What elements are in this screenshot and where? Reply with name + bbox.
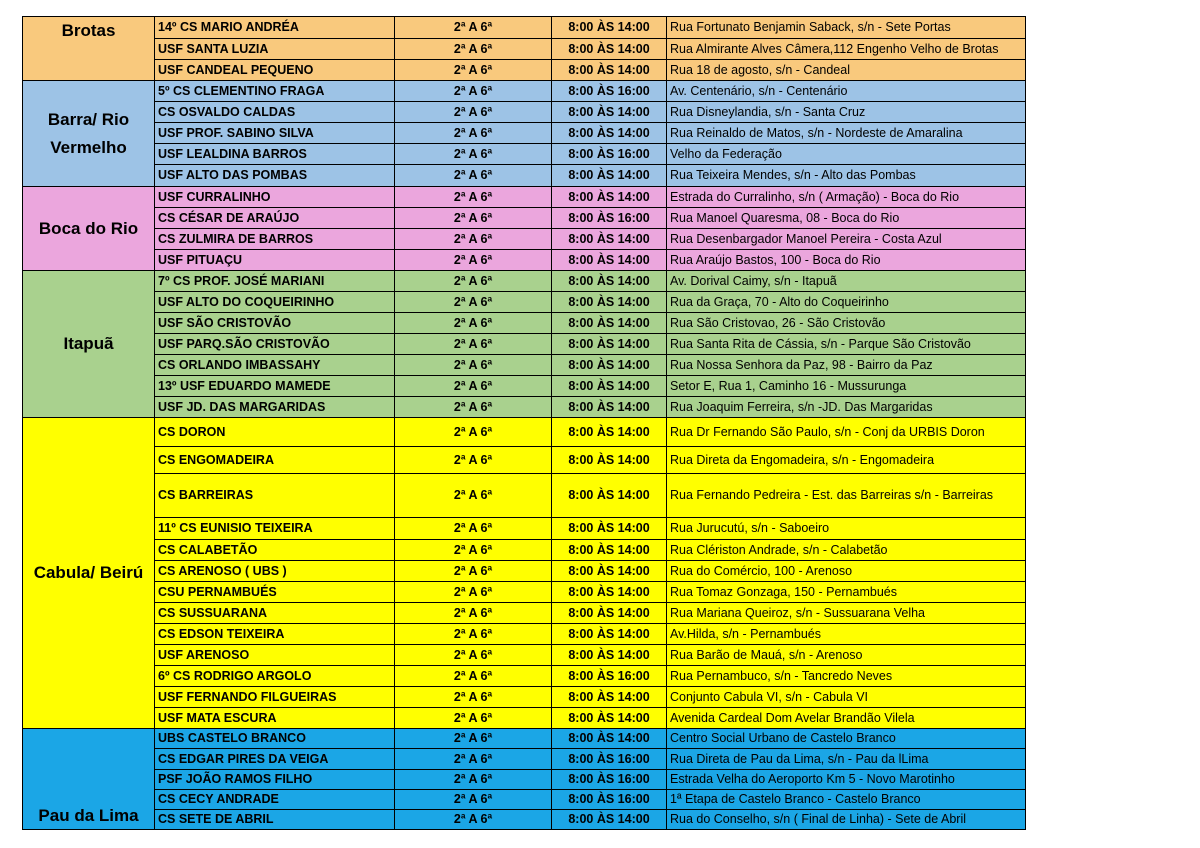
unit-name-cell: 11º CS EUNISIO TEIXEIRA (155, 518, 395, 540)
unit-name-cell: USF JD. DAS MARGARIDAS (155, 397, 395, 418)
table-row (23, 292, 1026, 313)
unit-name-cell: 5º CS CLEMENTINO FRAGA (155, 81, 395, 102)
region-label: Cabula/ Beirú (23, 418, 155, 729)
unit-name-cell: CS CECY ANDRADE (155, 790, 395, 810)
hours-cell: 8:00 ÀS 14:00 (552, 271, 667, 292)
unit-name-cell: USF SÃO CRISTOVÃO (155, 313, 395, 334)
address-cell: Av.Hilda, s/n - Pernambués (667, 624, 1026, 645)
address-cell: Rua Santa Rita de Cássia, s/n - Parque São Cristovão (667, 334, 1026, 355)
table-row (23, 645, 1026, 666)
table-row (23, 708, 1026, 729)
hours-cell: 8:00 ÀS 14:00 (552, 708, 667, 729)
days-cell: 2ª A 6ª (395, 39, 552, 60)
table-row (23, 810, 1026, 830)
unit-name-cell: CS ARENOSO ( UBS ) (155, 561, 395, 582)
address-cell: Rua do Conselho, s/n ( Final de Linha) - Sete de Abril (667, 810, 1026, 830)
unit-name-cell: CS CALABETÃO (155, 540, 395, 561)
unit-name-cell: CS OSVALDO CALDAS (155, 102, 395, 123)
days-cell: 2ª A 6ª (395, 603, 552, 624)
health-units-table (22, 16, 1026, 830)
days-cell: 2ª A 6ª (395, 165, 552, 187)
address-cell: Rua do Comércio, 100 - Arenoso (667, 561, 1026, 582)
days-cell: 2ª A 6ª (395, 376, 552, 397)
days-cell: 2ª A 6ª (395, 729, 552, 749)
address-cell: Rua Fortunato Benjamin Saback, s/n - Sete Portas (667, 17, 1026, 39)
unit-name-cell: 14º CS MARIO ANDRÉA (155, 17, 395, 39)
table-row (23, 518, 1026, 540)
days-cell: 2ª A 6ª (395, 645, 552, 666)
address-cell: Rua Joaquim Ferreira, s/n -JD. Das Margaridas (667, 397, 1026, 418)
days-cell: 2ª A 6ª (395, 708, 552, 729)
days-cell: 2ª A 6ª (395, 624, 552, 645)
address-cell: Setor E, Rua 1, Caminho 16 - Mussurunga (667, 376, 1026, 397)
address-cell: Rua Dr Fernando São Paulo, s/n - Conj da URBIS Doron (667, 418, 1026, 447)
table-row (23, 229, 1026, 250)
region-label: Brotas (23, 17, 155, 81)
hours-cell: 8:00 ÀS 16:00 (552, 666, 667, 687)
unit-name-cell: USF SANTA LUZIA (155, 39, 395, 60)
days-cell: 2ª A 6ª (395, 81, 552, 102)
table-row (23, 729, 1026, 749)
address-cell: Rua 18 de agosto, s/n - Candeal (667, 60, 1026, 81)
table-row (23, 687, 1026, 708)
address-cell: Avenida Cardeal Dom Avelar Brandão Vilela (667, 708, 1026, 729)
hours-cell: 8:00 ÀS 16:00 (552, 144, 667, 165)
days-cell: 2ª A 6ª (395, 250, 552, 271)
unit-name-cell: CS SETE DE ABRIL (155, 810, 395, 830)
address-cell: Rua Nossa Senhora da Paz, 98 - Bairro da Paz (667, 355, 1026, 376)
hours-cell: 8:00 ÀS 16:00 (552, 208, 667, 229)
hours-cell: 8:00 ÀS 14:00 (552, 292, 667, 313)
days-cell: 2ª A 6ª (395, 229, 552, 250)
address-cell: Rua Direta de Pau da Lima, s/n - Pau da lLima (667, 749, 1026, 770)
table-row (23, 790, 1026, 810)
table-row (23, 334, 1026, 355)
address-cell: Rua Teixeira Mendes, s/n - Alto das Pombas (667, 165, 1026, 187)
region-label: Itapuã (23, 271, 155, 418)
table-row (23, 666, 1026, 687)
unit-name-cell: 13º USF EDUARDO MAMEDE (155, 376, 395, 397)
address-cell: Rua Clériston Andrade, s/n - Calabetão (667, 540, 1026, 561)
table-row (23, 17, 1026, 39)
hours-cell: 8:00 ÀS 14:00 (552, 603, 667, 624)
unit-name-cell: USF FERNANDO FILGUEIRAS (155, 687, 395, 708)
table-row (23, 561, 1026, 582)
days-cell: 2ª A 6ª (395, 60, 552, 81)
days-cell: 2ª A 6ª (395, 102, 552, 123)
hours-cell: 8:00 ÀS 14:00 (552, 418, 667, 447)
table-row (23, 81, 1026, 102)
hours-cell: 8:00 ÀS 14:00 (552, 229, 667, 250)
address-cell: Av. Centenário, s/n - Centenário (667, 81, 1026, 102)
hours-cell: 8:00 ÀS 14:00 (552, 624, 667, 645)
table-row (23, 123, 1026, 144)
days-cell: 2ª A 6ª (395, 187, 552, 208)
table-row (23, 749, 1026, 770)
days-cell: 2ª A 6ª (395, 123, 552, 144)
days-cell: 2ª A 6ª (395, 582, 552, 603)
table-row (23, 474, 1026, 518)
unit-name-cell: USF ALTO DAS POMBAS (155, 165, 395, 187)
hours-cell: 8:00 ÀS 14:00 (552, 540, 667, 561)
table-row (23, 313, 1026, 334)
hours-cell: 8:00 ÀS 14:00 (552, 810, 667, 830)
unit-name-cell: USF CANDEAL PEQUENO (155, 60, 395, 81)
unit-name-cell: 7º CS PROF. JOSÉ MARIANI (155, 271, 395, 292)
table-row (23, 582, 1026, 603)
table-row (23, 540, 1026, 561)
hours-cell: 8:00 ÀS 14:00 (552, 334, 667, 355)
region-label: Pau da Lima (23, 729, 155, 830)
unit-name-cell: CS ORLANDO IMBASSAHY (155, 355, 395, 376)
hours-cell: 8:00 ÀS 14:00 (552, 397, 667, 418)
days-cell: 2ª A 6ª (395, 474, 552, 518)
unit-name-cell: USF PROF. SABINO SILVA (155, 123, 395, 144)
days-cell: 2ª A 6ª (395, 540, 552, 561)
table-row (23, 39, 1026, 60)
table-row (23, 208, 1026, 229)
unit-name-cell: USF PITUAÇU (155, 250, 395, 271)
table-row (23, 187, 1026, 208)
table-row (23, 624, 1026, 645)
hours-cell: 8:00 ÀS 14:00 (552, 187, 667, 208)
unit-name-cell: CS EDSON TEIXEIRA (155, 624, 395, 645)
table-row (23, 418, 1026, 447)
table-row (23, 60, 1026, 81)
address-cell: Estrada do Curralinho, s/n ( Armação) - Boca do Rio (667, 187, 1026, 208)
address-cell: Conjunto Cabula VI, s/n - Cabula VI (667, 687, 1026, 708)
table-row (23, 376, 1026, 397)
days-cell: 2ª A 6ª (395, 447, 552, 474)
days-cell: 2ª A 6ª (395, 561, 552, 582)
hours-cell: 8:00 ÀS 14:00 (552, 250, 667, 271)
days-cell: 2ª A 6ª (395, 810, 552, 830)
hours-cell: 8:00 ÀS 14:00 (552, 355, 667, 376)
address-cell: Rua Mariana Queiroz, s/n - Sussuarana Velha (667, 603, 1026, 624)
days-cell: 2ª A 6ª (395, 17, 552, 39)
unit-name-cell: CSU PERNAMBUÉS (155, 582, 395, 603)
hours-cell: 8:00 ÀS 14:00 (552, 474, 667, 518)
table-row (23, 447, 1026, 474)
table-row (23, 144, 1026, 165)
address-cell: Rua Araújo Bastos, 100 - Boca do Rio (667, 250, 1026, 271)
hours-cell: 8:00 ÀS 14:00 (552, 313, 667, 334)
days-cell: 2ª A 6ª (395, 355, 552, 376)
hours-cell: 8:00 ÀS 16:00 (552, 790, 667, 810)
days-cell: 2ª A 6ª (395, 687, 552, 708)
hours-cell: 8:00 ÀS 14:00 (552, 17, 667, 39)
table-row (23, 102, 1026, 123)
days-cell: 2ª A 6ª (395, 666, 552, 687)
unit-name-cell: CS EDGAR PIRES DA VEIGA (155, 749, 395, 770)
days-cell: 2ª A 6ª (395, 790, 552, 810)
region-label: Boca do Rio (23, 187, 155, 271)
unit-name-cell: USF LEALDINA BARROS (155, 144, 395, 165)
hours-cell: 8:00 ÀS 14:00 (552, 645, 667, 666)
unit-name-cell: CS CÉSAR DE ARAÚJO (155, 208, 395, 229)
hours-cell: 8:00 ÀS 14:00 (552, 729, 667, 749)
unit-name-cell: USF ALTO DO COQUEIRINHO (155, 292, 395, 313)
address-cell: Velho da Federação (667, 144, 1026, 165)
address-cell: Rua Barão de Mauá, s/n - Arenoso (667, 645, 1026, 666)
days-cell: 2ª A 6ª (395, 313, 552, 334)
days-cell: 2ª A 6ª (395, 208, 552, 229)
table-body (23, 17, 1026, 830)
days-cell: 2ª A 6ª (395, 334, 552, 355)
address-cell: Estrada Velha do Aeroporto Km 5 - Novo Marotinho (667, 770, 1026, 790)
days-cell: 2ª A 6ª (395, 749, 552, 770)
unit-name-cell: CS DORON (155, 418, 395, 447)
address-cell: Rua São Cristovao, 26 - São Cristovão (667, 313, 1026, 334)
days-cell: 2ª A 6ª (395, 292, 552, 313)
address-cell: Centro Social Urbano de Castelo Branco (667, 729, 1026, 749)
address-cell: Rua Almirante Alves Câmera,112 Engenho Velho de Brotas (667, 39, 1026, 60)
address-cell: Rua Direta da Engomadeira, s/n - Engomadeira (667, 447, 1026, 474)
hours-cell: 8:00 ÀS 14:00 (552, 102, 667, 123)
hours-cell: 8:00 ÀS 14:00 (552, 39, 667, 60)
address-cell: Rua Fernando Pedreira - Est. das Barreiras s/n - Barreiras (667, 474, 1026, 518)
hours-cell: 8:00 ÀS 16:00 (552, 770, 667, 790)
unit-name-cell: USF PARQ.SÃO CRISTOVÃO (155, 334, 395, 355)
address-cell: Rua Reinaldo de Matos, s/n - Nordeste de Amaralina (667, 123, 1026, 144)
table-row (23, 250, 1026, 271)
days-cell: 2ª A 6ª (395, 770, 552, 790)
hours-cell: 8:00 ÀS 14:00 (552, 687, 667, 708)
unit-name-cell: PSF JOÃO RAMOS FILHO (155, 770, 395, 790)
address-cell: Rua Desenbargador Manoel Pereira - Costa Azul (667, 229, 1026, 250)
hours-cell: 8:00 ÀS 14:00 (552, 165, 667, 187)
hours-cell: 8:00 ÀS 14:00 (552, 561, 667, 582)
hours-cell: 8:00 ÀS 16:00 (552, 81, 667, 102)
hours-cell: 8:00 ÀS 16:00 (552, 749, 667, 770)
hours-cell: 8:00 ÀS 14:00 (552, 518, 667, 540)
hours-cell: 8:00 ÀS 14:00 (552, 582, 667, 603)
unit-name-cell: CS ENGOMADEIRA (155, 447, 395, 474)
hours-cell: 8:00 ÀS 14:00 (552, 60, 667, 81)
table-row (23, 355, 1026, 376)
region-label: Barra/ Rio Vermelho (23, 81, 155, 187)
days-cell: 2ª A 6ª (395, 271, 552, 292)
address-cell: Rua Tomaz Gonzaga, 150 - Pernambués (667, 582, 1026, 603)
hours-cell: 8:00 ÀS 14:00 (552, 447, 667, 474)
days-cell: 2ª A 6ª (395, 518, 552, 540)
address-cell: Rua Jurucutú, s/n - Saboeiro (667, 518, 1026, 540)
unit-name-cell: CS BARREIRAS (155, 474, 395, 518)
days-cell: 2ª A 6ª (395, 397, 552, 418)
table-row (23, 397, 1026, 418)
table-row (23, 165, 1026, 187)
hours-cell: 8:00 ÀS 14:00 (552, 376, 667, 397)
address-cell: 1ª Etapa de Castelo Branco - Castelo Branco (667, 790, 1026, 810)
unit-name-cell: 6º CS RODRIGO ARGOLO (155, 666, 395, 687)
days-cell: 2ª A 6ª (395, 144, 552, 165)
days-cell: 2ª A 6ª (395, 418, 552, 447)
hours-cell: 8:00 ÀS 14:00 (552, 123, 667, 144)
table-row (23, 603, 1026, 624)
address-cell: Rua da Graça, 70 - Alto do Coqueirinho (667, 292, 1026, 313)
unit-name-cell: USF ARENOSO (155, 645, 395, 666)
address-cell: Rua Pernambuco, s/n - Tancredo Neves (667, 666, 1026, 687)
unit-name-cell: CS ZULMIRA DE BARROS (155, 229, 395, 250)
table-row (23, 770, 1026, 790)
unit-name-cell: USF MATA ESCURA (155, 708, 395, 729)
table-row (23, 271, 1026, 292)
address-cell: Rua Manoel Quaresma, 08 - Boca do Rio (667, 208, 1026, 229)
address-cell: Av. Dorival Caimy, s/n - Itapuã (667, 271, 1026, 292)
unit-name-cell: CS SUSSUARANA (155, 603, 395, 624)
address-cell: Rua Disneylandia, s/n - Santa Cruz (667, 102, 1026, 123)
unit-name-cell: UBS CASTELO BRANCO (155, 729, 395, 749)
unit-name-cell: USF CURRALINHO (155, 187, 395, 208)
